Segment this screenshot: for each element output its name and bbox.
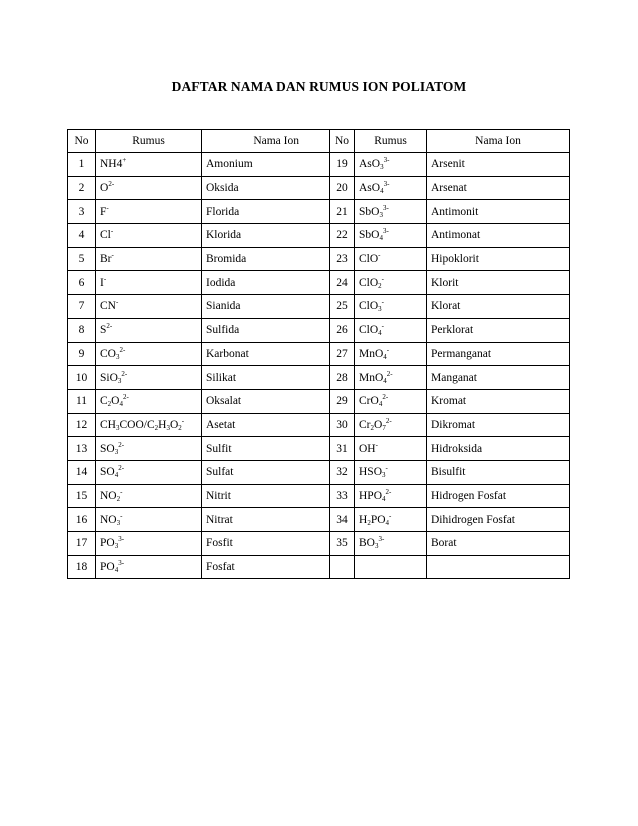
formula-charge: 3- (378, 535, 385, 544)
formula-part: F (100, 205, 107, 218)
cell-formula (96, 247, 202, 271)
cell-ion-name-right: Hipoklorit (427, 247, 570, 271)
formula-charge: 3- (382, 227, 389, 236)
cell-no-right: 22 (330, 224, 355, 248)
cell-no-right: 35 (330, 532, 355, 556)
cell-formula-right (355, 389, 427, 413)
cell-ion-name: Florida (202, 200, 330, 224)
formula-part: H (359, 513, 368, 526)
formula-charge: 2- (385, 487, 392, 496)
cell-ion-name-right: Dihidrogen Fosfat (427, 508, 570, 532)
cell-ion-name-right: Hidrogen Fosfat (427, 484, 570, 508)
formula-part: HPO (359, 489, 383, 502)
cell-ion-name: Oksalat (202, 389, 330, 413)
cell-ion-name-right: Arsenat (427, 176, 570, 200)
formula-subscript: 2 (370, 423, 374, 432)
cell-no: 17 (68, 532, 96, 556)
formula-part: SO (100, 442, 115, 455)
ion-table-body (68, 153, 570, 579)
cell-no-right: 27 (330, 342, 355, 366)
cell-no-right: 21 (330, 200, 355, 224)
cell-ion-name: Sulfit (202, 437, 330, 461)
formula-charge: 2- (382, 393, 389, 402)
cell-ion-name: Sianida (202, 295, 330, 319)
cell-ion-name: Sulfida (202, 318, 330, 342)
cell-no-right: 19 (330, 153, 355, 177)
cell-no: 1 (68, 153, 96, 177)
formula-part: SbO (359, 205, 380, 218)
cell-no-right: 25 (330, 295, 355, 319)
cell-formula (96, 224, 202, 248)
cell-ion-name-right: Borat (427, 532, 570, 556)
cell-formula (96, 413, 202, 437)
formula-charge: - (381, 322, 385, 331)
table-row (68, 176, 570, 200)
cell-formula-right (355, 532, 427, 556)
cell-ion-name: Silikat (202, 366, 330, 390)
formula-charge: 3- (118, 535, 125, 544)
cell-ion-name: Nitrit (202, 484, 330, 508)
formula-charge: 3- (382, 203, 389, 212)
cell-formula-right (355, 460, 427, 484)
cell-ion-name-right: Arsenit (427, 153, 570, 177)
formula-charge: - (110, 227, 114, 236)
formula-charge: - (386, 345, 390, 354)
formula-subscript: 2 (378, 281, 382, 290)
cell-no-right: 26 (330, 318, 355, 342)
cell-formula (96, 484, 202, 508)
formula-charge: - (111, 251, 114, 260)
cell-ion-name: Karbonat (202, 342, 330, 366)
cell-ion-name-right: Manganat (427, 366, 570, 390)
cell-no: 11 (68, 389, 96, 413)
cell-no-right (330, 555, 355, 579)
formula-subscript: 3 (114, 447, 119, 456)
formula-charge: 2- (118, 464, 125, 473)
formula-part: AsO (359, 158, 381, 171)
cell-formula (96, 555, 202, 579)
formula-subscript: 2 (178, 423, 182, 432)
cell-no-right: 20 (330, 176, 355, 200)
formula-subscript: 3 (114, 542, 119, 551)
table-row (68, 484, 570, 508)
cell-formula-right (355, 342, 427, 366)
formula-charge: - (120, 487, 123, 496)
cell-formula (96, 508, 202, 532)
cell-ion-name: Sulfat (202, 460, 330, 484)
formula-part: NH4 (100, 158, 123, 171)
cell-no: 12 (68, 413, 96, 437)
cell-formula-right (355, 484, 427, 508)
cell-no-right: 30 (330, 413, 355, 437)
table-row (68, 247, 570, 271)
cell-formula-right (355, 366, 427, 390)
formula-part: PO (100, 561, 115, 574)
cell-formula (96, 532, 202, 556)
formula-charge: - (115, 298, 119, 307)
cell-formula-right (355, 224, 427, 248)
formula-subscript: 4 (380, 187, 384, 196)
table-row (68, 342, 570, 366)
formula-part: S (100, 324, 107, 337)
table-row (68, 366, 570, 390)
cell-no-right: 33 (330, 484, 355, 508)
cell-no: 10 (68, 366, 96, 390)
formula-subscript: 2 (367, 518, 371, 527)
table-row (68, 460, 570, 484)
cell-ion-name-right: Klorat (427, 295, 570, 319)
cell-formula (96, 200, 202, 224)
cell-formula-right (355, 318, 427, 342)
formula-part: Cr (359, 418, 371, 431)
formula-part: ClO (359, 324, 379, 337)
formula-part: ClO (359, 276, 379, 289)
cell-no: 3 (68, 200, 96, 224)
formula-subscript: 4 (383, 376, 387, 385)
cell-ion-name-right: Bisulfit (427, 460, 570, 484)
formula-charge: 2- (386, 369, 393, 378)
cell-no: 8 (68, 318, 96, 342)
formula-charge: 3- (383, 180, 390, 189)
formula-part: AsO (359, 182, 381, 195)
cell-formula-right (355, 555, 427, 579)
formula-part: COO/C (119, 418, 155, 431)
cell-no-right: 29 (330, 389, 355, 413)
formula-subscript: 3 (374, 542, 379, 551)
cell-no: 4 (68, 224, 96, 248)
cell-no-right: 23 (330, 247, 355, 271)
cell-formula (96, 176, 202, 200)
cell-formula-right (355, 200, 427, 224)
cell-ion-name: Fosfit (202, 532, 330, 556)
table-row (68, 508, 570, 532)
formula-charge: - (381, 274, 385, 283)
formula-part: HSO (359, 466, 383, 479)
formula-part: Br (100, 253, 112, 266)
cell-ion-name: Asetat (202, 413, 330, 437)
cell-ion-name: Klorida (202, 224, 330, 248)
formula-charge: 2- (385, 416, 392, 425)
cell-no: 13 (68, 437, 96, 461)
formula-charge: 3- (118, 559, 125, 568)
formula-part: NO (100, 513, 117, 526)
cell-formula (96, 342, 202, 366)
cell-no: 2 (68, 176, 96, 200)
cell-no: 15 (68, 484, 96, 508)
cell-ion-name: Fosfat (202, 555, 330, 579)
formula-charge: 2- (122, 393, 129, 402)
cell-formula (96, 437, 202, 461)
formula-subscript: 7 (382, 423, 386, 432)
formula-subscript: 4 (385, 518, 390, 527)
formula-charge: - (375, 440, 378, 449)
formula-part: O (100, 182, 109, 195)
formula-part: O (111, 395, 120, 408)
table-row (68, 413, 570, 437)
formula-part: SbO (359, 229, 380, 242)
cell-formula-right (355, 176, 427, 200)
cell-no-right: 31 (330, 437, 355, 461)
formula-charge: - (378, 251, 381, 260)
cell-formula (96, 271, 202, 295)
formula-charge: 3- (383, 156, 390, 165)
cell-no-right: 28 (330, 366, 355, 390)
formula-part: O (169, 418, 179, 431)
cell-ion-name-right: Antimonat (427, 224, 570, 248)
table-row (68, 318, 570, 342)
formula-charge: - (120, 511, 123, 520)
formula-part: NO (100, 489, 117, 502)
cell-no: 14 (68, 460, 96, 484)
formula-charge: 2- (108, 180, 115, 189)
formula-subscript: 4 (382, 494, 386, 503)
formula-charge: - (381, 298, 385, 307)
formula-charge: - (181, 416, 185, 425)
formula-charge: - (106, 203, 109, 212)
cell-no: 6 (68, 271, 96, 295)
table-header-row (68, 130, 570, 153)
formula-subscript: 3 (378, 305, 382, 314)
formula-subscript: 3 (379, 210, 383, 219)
table-row (68, 532, 570, 556)
formula-part: I (100, 276, 104, 289)
cell-ion-name-right: Permanganat (427, 342, 570, 366)
formula-part: PO (370, 513, 386, 526)
formula-charge: - (385, 464, 388, 473)
cell-no: 18 (68, 555, 96, 579)
cell-no: 7 (68, 295, 96, 319)
cell-no: 16 (68, 508, 96, 532)
header-nama-ion: Nama Ion (202, 130, 330, 153)
formula-part: CN (100, 300, 116, 313)
formula-charge: 2- (106, 322, 113, 331)
cell-ion-name-right: Antimonit (427, 200, 570, 224)
header-rumus: Rumus (96, 130, 202, 153)
formula-part: MnO (359, 347, 384, 360)
formula-part: ClO (359, 253, 379, 266)
formula-part: SO (100, 466, 115, 479)
cell-formula (96, 460, 202, 484)
cell-ion-name: Bromida (202, 247, 330, 271)
formula-subscript: 2 (107, 400, 112, 409)
cell-formula (96, 153, 202, 177)
formula-part: OH (359, 442, 376, 455)
cell-ion-name-right: Klorit (427, 271, 570, 295)
formula-subscript: 3 (116, 518, 121, 527)
formula-subscript: 3 (166, 423, 170, 432)
cell-ion-name: Iodida (202, 271, 330, 295)
table-row (68, 555, 570, 579)
formula-part: PO (100, 537, 115, 550)
formula-subscript: 4 (379, 234, 383, 243)
cell-formula (96, 389, 202, 413)
cell-formula-right (355, 153, 427, 177)
table-row (68, 437, 570, 461)
cell-formula (96, 295, 202, 319)
cell-ion-name: Oksida (202, 176, 330, 200)
cell-ion-name-right (427, 555, 570, 579)
formula-part: SiO (100, 371, 118, 384)
table-row (68, 200, 570, 224)
formula-part: Cl (100, 229, 111, 242)
cell-ion-name-right: Perklorat (427, 318, 570, 342)
formula-subscript: 3 (117, 376, 122, 385)
formula-part: O (374, 418, 383, 431)
header-no-right: No (330, 130, 355, 153)
table-row (68, 389, 570, 413)
formula-subscript: 4 (119, 400, 123, 409)
cell-no-right: 34 (330, 508, 355, 532)
cell-formula-right (355, 437, 427, 461)
table-row (68, 224, 570, 248)
formula-part: H (158, 418, 167, 431)
formula-charge: 2- (119, 345, 126, 354)
formula-charge: + (122, 156, 127, 165)
cell-formula (96, 366, 202, 390)
formula-subscript: 2 (154, 423, 159, 432)
cell-no: 9 (68, 342, 96, 366)
formula-subscript: 2 (116, 494, 121, 503)
cell-formula-right (355, 247, 427, 271)
formula-subscript: 3 (115, 423, 120, 432)
formula-subscript: 4 (378, 400, 383, 409)
formula-subscript: 4 (383, 352, 387, 361)
formula-charge: 2- (118, 440, 125, 449)
formula-part: MnO (359, 371, 384, 384)
page-title: DAFTAR NAMA DAN RUMUS ION POLIATOM (171, 79, 467, 94)
formula-part: CrO (359, 395, 379, 408)
cell-ion-name: Amonium (202, 153, 330, 177)
formula-subscript: 4 (114, 471, 119, 480)
formula-subscript: 3 (380, 163, 384, 172)
header-rumus-right: Rumus (355, 130, 427, 153)
cell-formula-right (355, 508, 427, 532)
cell-ion-name-right: Hidroksida (427, 437, 570, 461)
table-row (68, 153, 570, 177)
header-nama-ion-right: Nama Ion (427, 130, 570, 153)
cell-formula-right (355, 271, 427, 295)
formula-subscript: 4 (378, 329, 382, 338)
formula-charge: - (389, 511, 392, 520)
cell-no: 5 (68, 247, 96, 271)
formula-subscript: 4 (114, 566, 119, 575)
cell-formula (96, 318, 202, 342)
cell-formula-right (355, 295, 427, 319)
formula-charge: - (103, 274, 107, 283)
formula-subscript: 3 (115, 352, 120, 361)
ion-table (67, 129, 570, 579)
table-row (68, 295, 570, 319)
formula-part: CO (100, 347, 116, 360)
formula-charge: 2- (121, 369, 128, 378)
cell-ion-name-right: Kromat (427, 389, 570, 413)
table-row (68, 271, 570, 295)
cell-formula-right (355, 413, 427, 437)
header-no: No (68, 130, 96, 153)
formula-part: CH (100, 418, 116, 431)
cell-no-right: 24 (330, 271, 355, 295)
formula-part: C (100, 395, 108, 408)
cell-ion-name: Nitrat (202, 508, 330, 532)
cell-ion-name-right: Dikromat (427, 413, 570, 437)
formula-part: BO (359, 537, 375, 550)
cell-no-right: 32 (330, 460, 355, 484)
formula-part: ClO (359, 300, 379, 313)
formula-subscript: 3 (382, 471, 386, 480)
